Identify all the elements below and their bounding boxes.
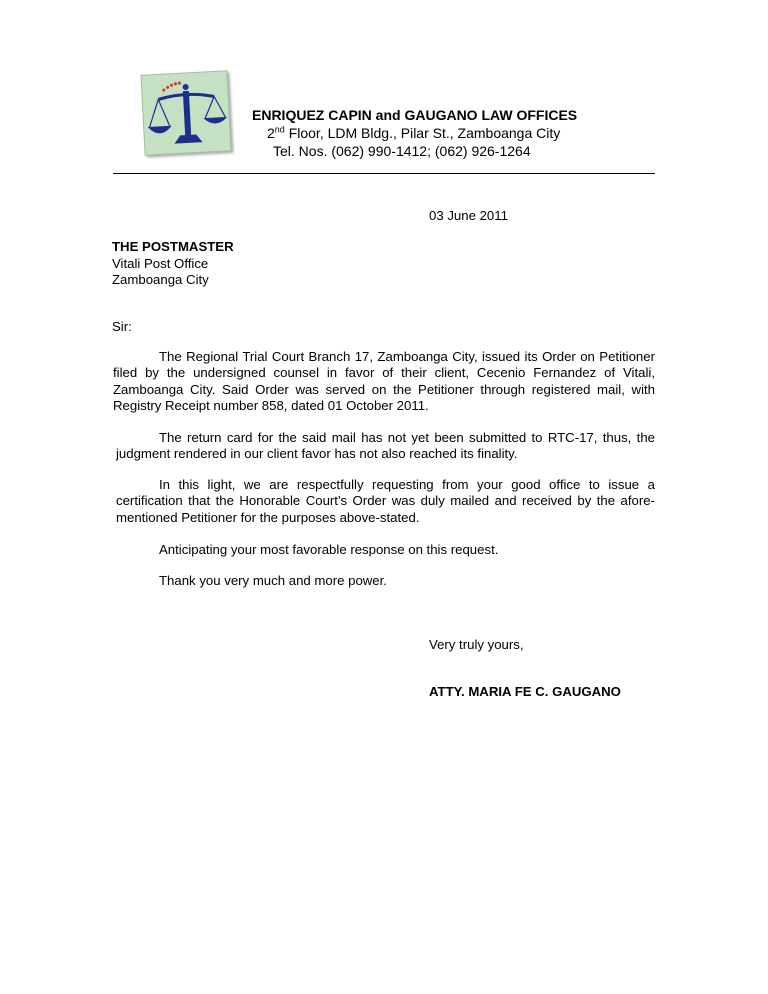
salutation: Sir: <box>112 319 132 334</box>
address-rest: Floor, LDM Bldg., Pilar St., Zamboanga City <box>284 125 561 141</box>
firm-name: ENRIQUEZ CAPIN and GAUGANO LAW OFFICES <box>252 107 578 123</box>
address-floor: 2 <box>267 125 275 141</box>
recipient-office: Vitali Post Office <box>112 256 209 271</box>
closing: Very truly yours, <box>429 637 524 652</box>
scales-of-justice-icon <box>137 67 235 159</box>
body-paragraph: In this light, we are respectfully requesting from your good office to issue a certification that the Honorable Court's Order was duly mailed and received by the afore-mentioned Petitioner for the purposes above-stated. <box>116 477 655 525</box>
address-floor-suffix: nd <box>274 124 285 135</box>
recipient-title: THE POSTMASTER <box>112 239 234 254</box>
recipient-city: Zamboanga City <box>112 272 209 287</box>
body-paragraph: The Regional Trial Court Branch 17, Zamboanga City, issued its Order on Petitioner filed by the undersigned counsel in favor of their client, Cecenio Fernandez of Vitali, Zamboanga City. Said Order was served on the Petitioner through registered mail, with Registry Receipt number 858, dated 01 October 2011. <box>113 349 655 413</box>
body-paragraph: Thank you very much and more power. <box>159 573 387 588</box>
letter-date: 03 June 2011 <box>429 208 508 223</box>
signatory-name: ATTY. MARIA FE C. GAUGANO <box>429 684 621 699</box>
body-paragraph: The return card for the said mail has not yet been submitted to RTC-17, thus, the judgment rendered in our client favor has not also reached its finality. <box>116 430 655 462</box>
letterhead-divider <box>113 173 655 174</box>
body-paragraph: Anticipating your most favorable response on this request. <box>159 542 499 557</box>
firm-address <box>267 125 560 141</box>
firm-telephone: Tel. Nos. (062) 990-1412; (062) 926-1264 <box>273 143 531 159</box>
